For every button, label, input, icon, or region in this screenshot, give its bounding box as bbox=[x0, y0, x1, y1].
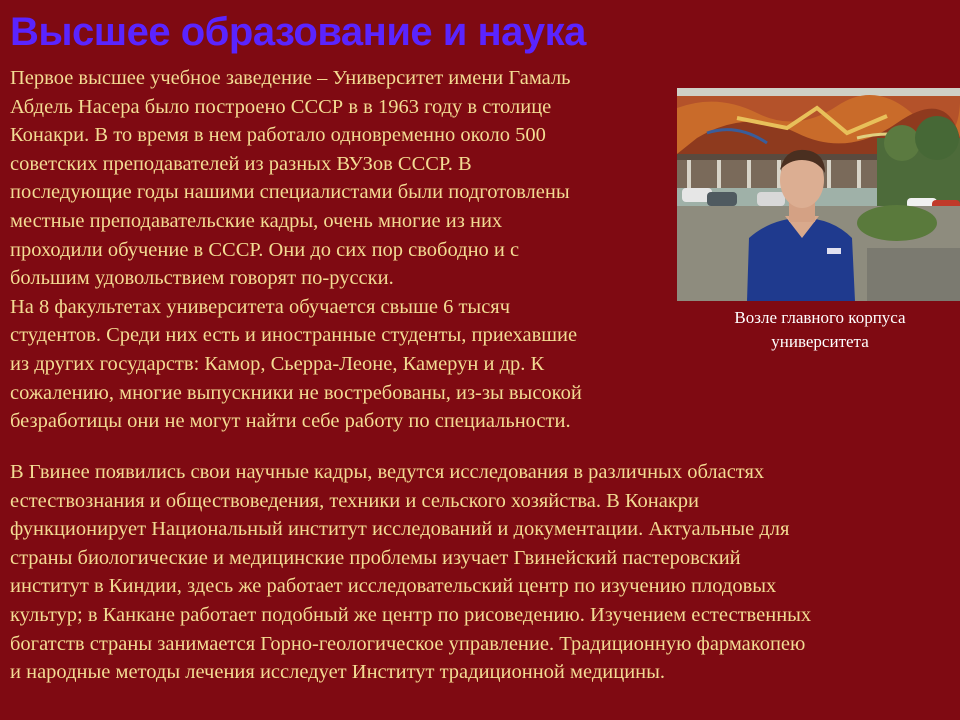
photo-caption bbox=[700, 306, 940, 354]
text-line: институт в Киндии, здесь же работает исследовательский центр по изучению плодовых bbox=[10, 575, 777, 598]
text-line: культур; в Канкане работает подобный же центр по рисоведению. Изучением естественных bbox=[10, 603, 812, 626]
university-paragraph bbox=[10, 64, 690, 436]
text-line: большим удовольствием говорят по-русски. bbox=[10, 267, 394, 290]
photo-illustration bbox=[677, 88, 960, 301]
university-photo bbox=[677, 88, 960, 301]
text-line: из других государств: Камор, Сьерра-Леоне, Камерун и др. К bbox=[10, 352, 545, 375]
caption-line: Возле главного корпуса bbox=[734, 308, 906, 327]
text-line: студентов. Среди них есть и иностранные студенты, приехавшие bbox=[10, 324, 578, 347]
text-line: советских преподавателей из разных ВУЗов СССР. В bbox=[10, 152, 472, 175]
text-line: местные преподавательские кадры, очень многие из них bbox=[10, 209, 503, 232]
text-line: безработицы они не могут найти себе работу по специальности. bbox=[10, 410, 571, 433]
text-line: последующие годы нашими специалистами были подготовлены bbox=[10, 181, 570, 204]
text-line: проходили обучение в СССР. Они до сих пор свободно и с bbox=[10, 238, 520, 261]
text-line: богатств страны занимается Горно-геологическое управление. Традиционную фармакопею bbox=[10, 632, 806, 655]
science-paragraph bbox=[10, 458, 955, 687]
caption-line: университета bbox=[771, 332, 869, 351]
text-line: естествознания и обществоведения, техники и сельского хозяйства. В Конакри bbox=[10, 489, 700, 512]
text-line: функционирует Национальный институт исследований и документации. Актуальные для bbox=[10, 518, 790, 541]
text-line: сожалению, многие выпускники не востребованы, из-зы высокой bbox=[10, 381, 582, 404]
text-line: В Гвинее появились свои научные кадры, ведутся исследования в различных областях bbox=[10, 461, 765, 483]
text-line: Абдель Насера было построено СССР в в 1963 году в столице bbox=[10, 95, 552, 118]
text-line: На 8 факультетах университета обучается свыше 6 тысяч bbox=[10, 295, 511, 318]
slide-title: Высшее образование и наука bbox=[10, 10, 586, 54]
text-line: и народные методы лечения исследует Институт традиционной медицины. bbox=[10, 661, 666, 684]
text-line: Конакри. В то время в нем работало одновременно около 500 bbox=[10, 124, 546, 147]
text-line: Первое высшее учебное заведение – Университет имени Гамаль bbox=[10, 67, 571, 89]
text-line: страны биологические и медицинские проблемы изучает Гвинейский пастеровский bbox=[10, 546, 741, 569]
